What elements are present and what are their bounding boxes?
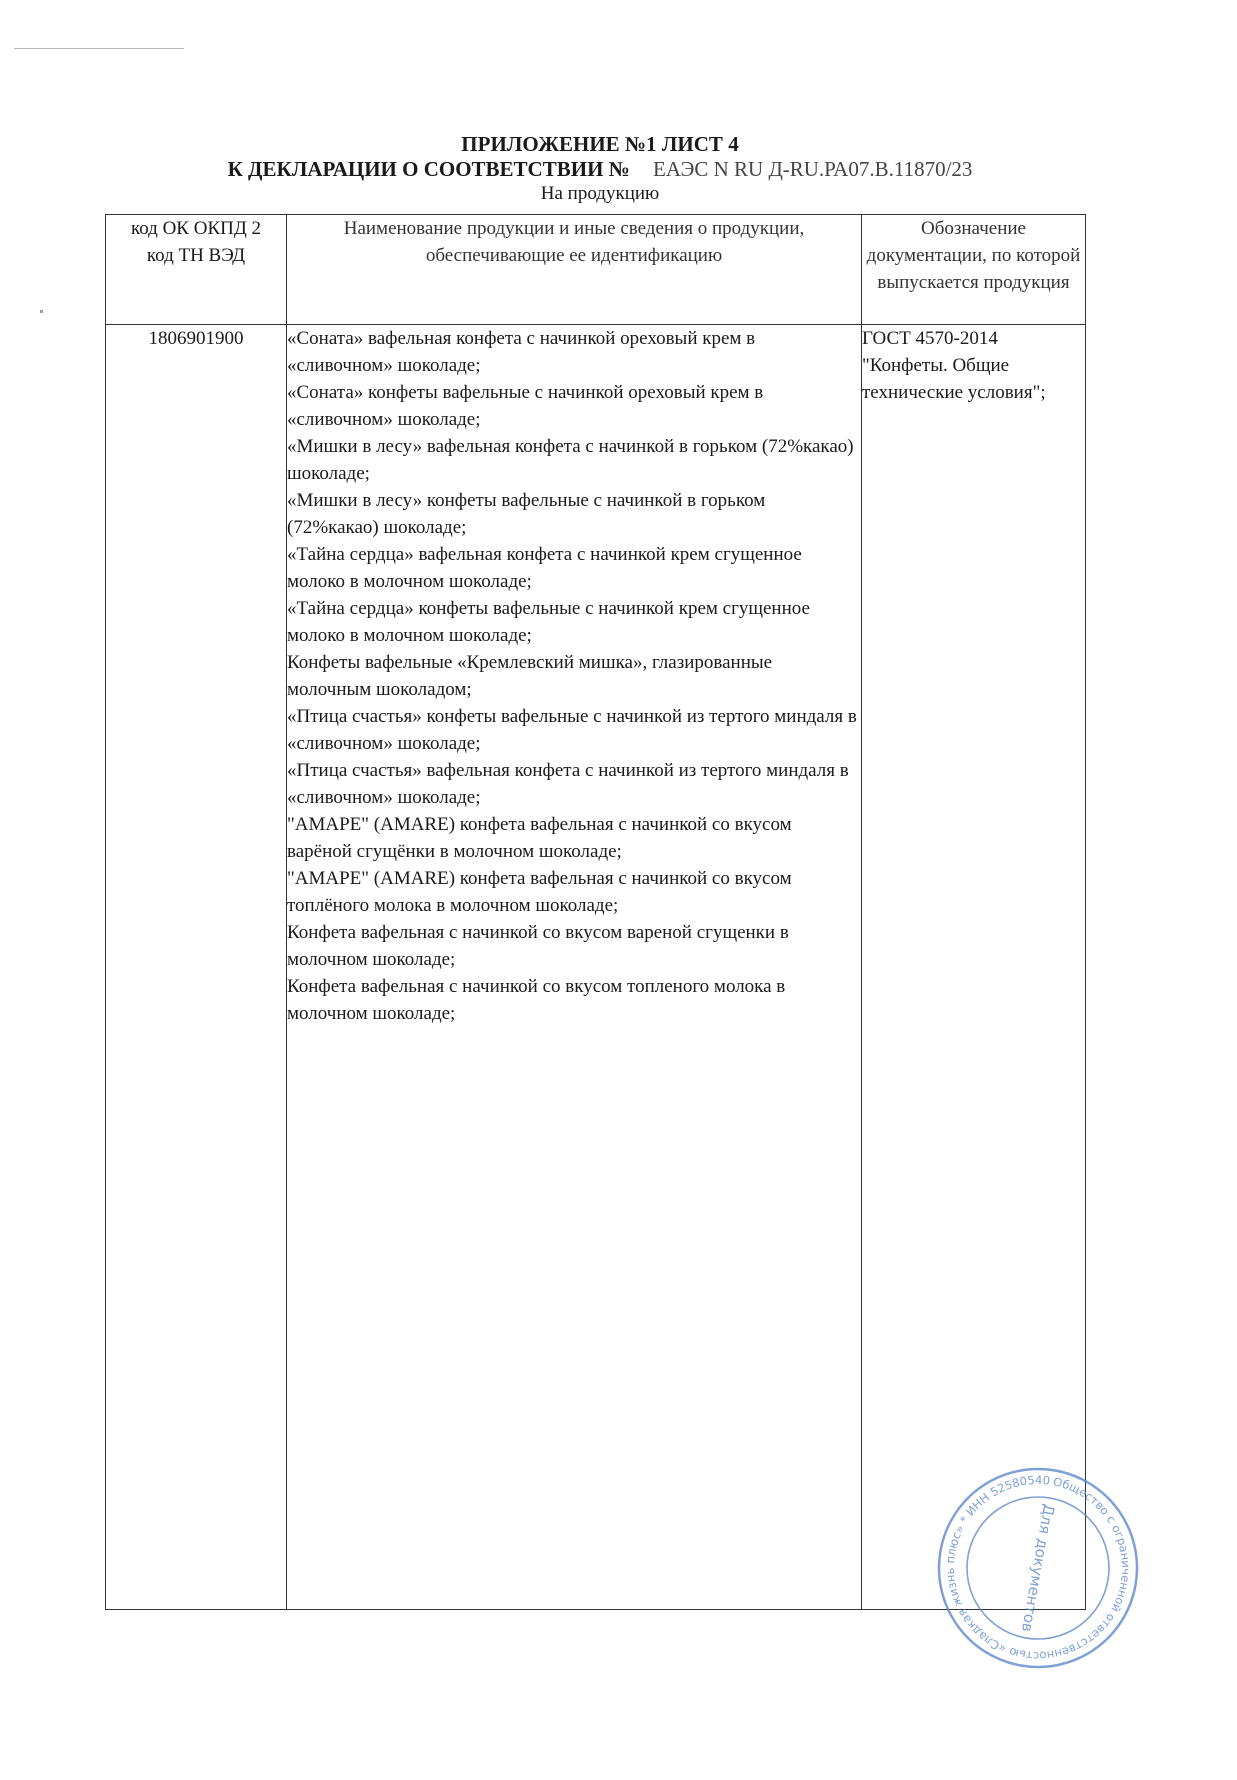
- list-item: Конфета вафельная с начинкой со вкусом топленого молока в молочном шоколаде;: [287, 976, 786, 1024]
- list-item: «Соната» вафельная конфета с начинкой ореховый крем в «сливочном» шоколаде;: [287, 328, 756, 376]
- product-code: 1806901900: [106, 325, 287, 1610]
- products-table: [105, 214, 1086, 1610]
- list-item: Конфеты вафельные «Кремлевский мишка», глазированные молочным шоколадом;: [287, 652, 773, 700]
- documentation-reference: ГОСТ 4570-2014 "Конфеты. Общие технические условия";: [862, 325, 1086, 1610]
- declaration-number: ЕАЭС N RU Д-RU.РА07.В.11870/23: [653, 157, 973, 181]
- header-codes: [106, 215, 287, 325]
- product-list: [287, 325, 862, 1610]
- list-item: «Птица счастья» конфеты вафельные с начинкой из тертого миндаля в «сливочном» шоколаде;: [287, 706, 857, 754]
- list-item: «Мишки в лесу» вафельная конфета с начинкой в горьком (72%какао) шоколаде;: [287, 436, 854, 484]
- list-item: «Соната» конфеты вафельные с начинкой ореховый крем в «сливочном» шоколаде;: [287, 382, 764, 430]
- product-subtitle: На продукцию: [540, 183, 660, 204]
- list-item: "АМАРЕ" (AMARE) конфета вафельная с начинкой со вкусом варёной сгущёнки в молочном шоколаде;: [287, 814, 792, 862]
- document-header: [100, 132, 1100, 206]
- list-item: «Мишки в лесу» конфеты вафельные с начинкой в горьком (72%какао) шоколаде;: [287, 490, 766, 538]
- table-header-row: [106, 215, 1086, 325]
- declaration-label: К ДЕКЛАРАЦИИ О СООТВЕТСТВИИ №: [227, 157, 630, 181]
- declaration-line: [100, 157, 1100, 182]
- header-product-name: Наименование продукции и иные сведения о продукции, обеспечивающие ее идентификацию: [287, 215, 862, 325]
- scan-artifact-line: [14, 48, 184, 49]
- company-seal-stamp: [935, 1465, 1141, 1671]
- list-item: «Тайна сердца» конфеты вафельные с начинкой крем сгущенное молоко в молочном шоколаде;: [287, 598, 810, 646]
- list-item: «Птица счастья» вафельная конфета с начинкой из тертого миндаля в «сливочном» шоколаде;: [287, 760, 849, 808]
- list-item: Конфета вафельная с начинкой со вкусом вареной сгущенки в молочном шоколаде;: [287, 922, 789, 970]
- stamp-inner-text: Для документов: [1017, 1502, 1059, 1634]
- stamp-outer-textpath: Общество с ограниченной ответственностью «Сладкая жизнь плюс» * ИНН 5258054000: [942, 1472, 1134, 1664]
- list-item: «Тайна сердца» вафельная конфета с начинкой крем сгущенное молоко в молочном шоколаде;: [287, 544, 802, 592]
- header-documentation: Обозначение документации, по которой выпускается продукция: [862, 215, 1086, 325]
- header-tnved-code: код ТН ВЭД: [146, 245, 246, 266]
- list-item: "АМАРЕ" (AMARE) конфета вафельная с начинкой со вкусом топлёного молока в молочном шоколаде;: [287, 868, 792, 916]
- scan-artifact-dot: [40, 310, 43, 313]
- header-okpd-code: код ОК ОКПД 2: [130, 218, 262, 239]
- table-row: [106, 325, 1086, 1610]
- appendix-title: ПРИЛОЖЕНИЕ №1 ЛИСТ 4: [461, 132, 739, 156]
